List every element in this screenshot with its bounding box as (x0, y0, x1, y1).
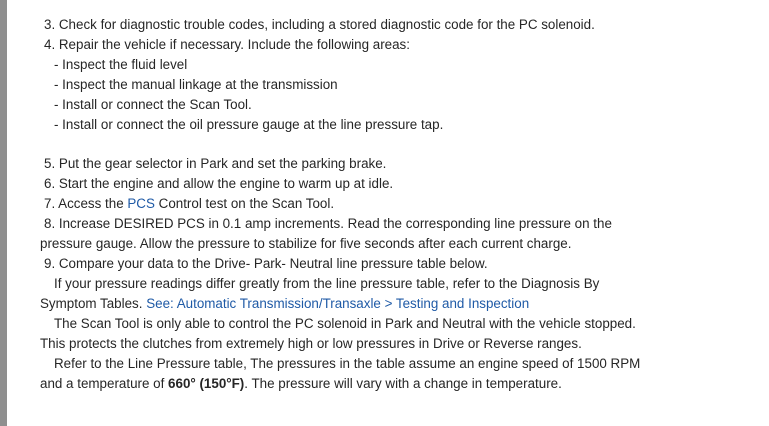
testing-inspection-link[interactable]: See: Automatic Transmission/Transaxle > Testing and Inspection (146, 296, 530, 311)
note-3-text-end: . The pressure will vary with a change in temperature. (244, 376, 562, 391)
note-1-text: Symptom Tables. (40, 296, 147, 311)
step-7 (40, 194, 730, 214)
note-3-text-start: and a temperature of (40, 376, 169, 391)
note-1-line-2 (40, 294, 730, 314)
step-4-item-3: - Install or connect the Scan Tool. (54, 97, 252, 112)
step-7-text-end: Control test on the Scan Tool. (154, 196, 335, 211)
step-7-text-start: 7. Access the (44, 196, 128, 211)
step-5: 5. Put the gear selector in Park and set the parking brake. (44, 156, 387, 171)
step-8-line-1: 8. Increase DESIRED PCS in 0.1 amp increments. Read the corresponding line pressure on the (44, 216, 612, 231)
step-9: 9. Compare your data to the Drive- Park- Neutral line pressure table below. (44, 256, 488, 271)
step-8-line-2: pressure gauge. Allow the pressure to stabilize for five seconds after each current charge. (40, 236, 572, 251)
note-2-line-2: This protects the clutches from extremely high or low pressures in Drive or Reverse ranges. (40, 336, 582, 351)
step-4: 4. Repair the vehicle if necessary. Include the following areas: (44, 37, 410, 52)
note-1-line-1: If your pressure readings differ greatly from the line pressure table, refer to the Diagnosis By (54, 276, 600, 291)
step-3: 3. Check for diagnostic trouble codes, including a stored diagnostic code for the PC solenoid. (44, 17, 595, 32)
step-6: 6. Start the engine and allow the engine to warm up at idle. (44, 176, 394, 191)
note-3-line-1: Refer to the Line Pressure table, The pressures in the table assume an engine speed of 1500 RPM (54, 356, 641, 371)
procedure-content (40, 15, 730, 394)
spacer (40, 135, 730, 154)
left-border (0, 0, 7, 426)
step-4-item-2: - Inspect the manual linkage at the transmission (54, 77, 338, 92)
pcs-link[interactable]: PCS (127, 196, 155, 211)
note-2-line-1: The Scan Tool is only able to control the PC solenoid in Park and Neutral with the vehicle stopped. (54, 316, 636, 331)
step-4-item-1: - Inspect the fluid level (54, 57, 188, 72)
temperature-value: 660° (150°F) (168, 376, 245, 391)
step-4-item-4: - Install or connect the oil pressure gauge at the line pressure tap. (54, 117, 444, 132)
note-3-line-2 (40, 374, 730, 394)
